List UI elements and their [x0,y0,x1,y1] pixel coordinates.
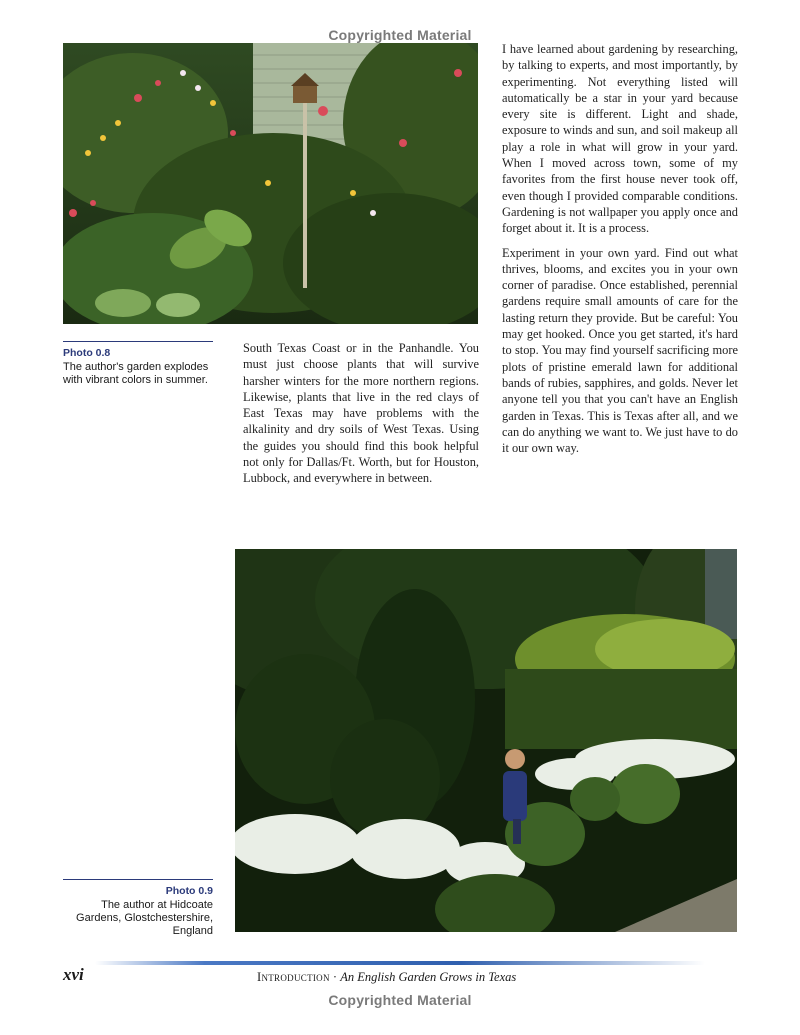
caption-photo-0-9 [63,879,213,938]
footer-rule [95,961,705,965]
photo-author-garden [63,43,478,324]
photo-hidcote-gardens [235,549,737,932]
caption-label: Photo 0.9 [165,885,213,897]
hidcote-photo-image [235,549,737,932]
caption-photo-0-8 [63,341,213,387]
running-head [257,970,516,985]
watermark-bottom: Copyrighted Material [328,992,472,1008]
running-head-section: Introduction [257,970,330,984]
paragraph: I have learned about gardening by researching, by talking to experts, and most importantly, by experimenting. Not everything listed will automatically be a star in your yard because every site is different. Light and shade, exposure to winds and sun, and soil makeup all play a role in what will grow in your yard. When I moved across town, some of my favorites from the first house never took off, even though I provided comparable conditions. Gardening is not wallpaper you apply once and forget about it. It is a process. [502,42,738,236]
watermark-top: Copyrighted Material [328,27,472,43]
paragraph: South Texas Coast or in the Panhandle. You must just choose plants that will survive harsher winters for the more northern regions. Likewise, plants that live in the red clays of East Texas may have problems with the alkalinity and dry soils of West Texas. Using the guides you should find this book helpful not only for Dallas/Ft. Worth, but for Houston, Lubbock, and everywhere in between. [243,341,479,486]
running-head-title: An English Garden Grows in Texas [340,970,517,984]
garden-photo-image [63,43,478,324]
page-number: xvi [63,965,84,984]
caption-text: The author at Hidcoate Gardens, Glostchestershire, England [76,899,213,937]
caption-label: Photo 0.8 [63,347,111,359]
paragraph: Experiment in your own yard. Find out what thrives, blooms, and excites you in your own corner of paradise. Once established, perennial gardens require small amounts of care for the lasting return they provide. But be careful: You may get hooked. Once you get started, it's hard to stop. You may find yourself sacrificing more plots of pristine emerald lawn for additional bands of rubies, sapphires, and golds. Never let anyone tell you that you can't have an English garden in Texas. This is Texas after all, and we can do anything we want to. We just have to do it our own way. [502,245,738,456]
body-column-right [502,41,738,464]
caption-text: The author's garden explodes with vibrant colors in summer. [63,361,209,386]
running-head-separator: · [329,970,341,984]
body-column-middle [243,340,479,495]
